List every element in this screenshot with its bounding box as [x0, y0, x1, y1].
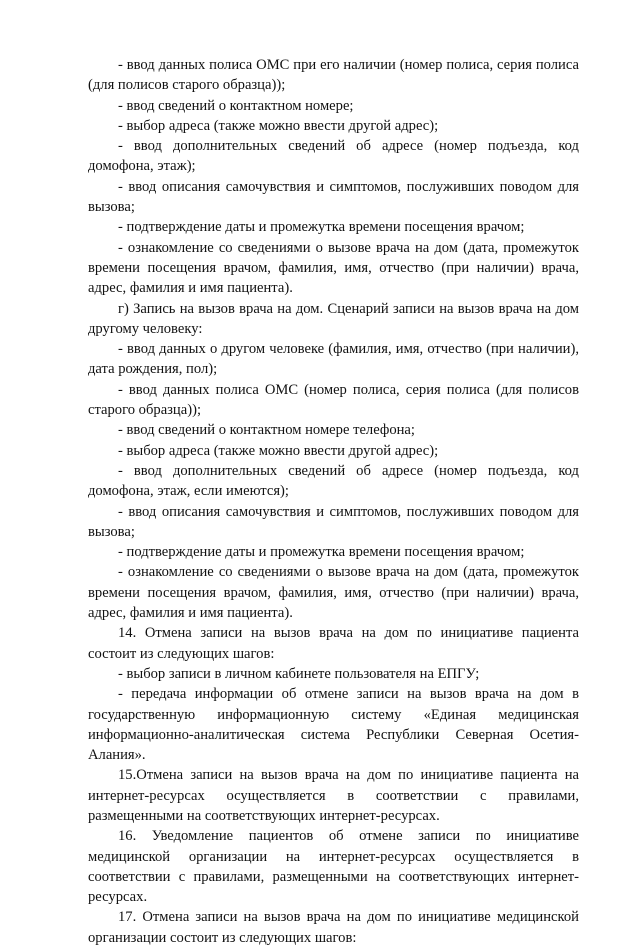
paragraph-address-details-other: - ввод дополнительных сведений об адресе (номер подъезда, код домофона, этаж, если имеются);: [88, 462, 579, 500]
paragraph-confirm-time: - подтверждение даты и промежутка времени посещения врачом;: [118, 219, 525, 236]
paragraph-symptoms: - ввод описания самочувствия и симптомов, послуживших поводом для вызова;: [88, 178, 579, 216]
paragraph-address-details: - ввод дополнительных сведений об адресе (номер подъезда, код домофона, этаж);: [88, 138, 579, 175]
paragraph-item-14: 14. Отмена записи на вызов врача на дом по инициативе пациента состоит из следующих шагов:: [88, 625, 579, 662]
paragraph-review-info: - ознакомление со сведениями о вызове врача на дом (дата, промежуток времени посещения врачом, фамилия, имя, отчество (при наличии) врача, адрес, фамилия и имя пациента).: [88, 239, 579, 297]
paragraph-other-person-data: - ввод данных о другом человеке (фамилия, имя, отчество (при наличии), дата рождения, пол);: [88, 341, 579, 378]
paragraph-item-16: 16. Уведомление пациентов об отмене записи по инициативе медицинской организации на интернет-ресурсах осуществляется в соответствии с правилами, размещенными на соответствующих интернет-ресурсах.: [88, 828, 579, 906]
paragraph-address-choice: - выбор адреса (также можно ввести другой адрес);: [118, 117, 439, 134]
document-body: [88, 55, 579, 948]
paragraph-oms-policy-other: - ввод данных полиса ОМС (номер полиса, серия полиса (для полисов старого образца));: [88, 381, 579, 419]
paragraph-item-17: 17. Отмена записи на вызов врача на дом по инициативе медицинской организации состоит из следующих шагов:: [88, 909, 579, 946]
paragraph-scenario-other-person: г) Запись на вызов врача на дом. Сценарий записи на вызов врача на дом другому человеку:: [88, 300, 579, 337]
paragraph-contact-phone: - ввод сведений о контактном номере телефона;: [118, 422, 415, 439]
paragraph-oms-policy: - ввод данных полиса ОМС при его наличии (номер полиса, серия полиса (для полисов старого образца));: [88, 57, 579, 94]
paragraph-review-info-other: - ознакомление со сведениями о вызове врача на дом (дата, промежуток времени посещения врачом, фамилия, имя, отчество (при наличии) врача, адрес, фамилия и имя пациента).: [88, 564, 579, 622]
paragraph-select-record: - выбор записи в личном кабинете пользователя на ЕПГУ;: [118, 665, 480, 682]
paragraph-confirm-time-other: - подтверждение даты и промежутка времени посещения врачом;: [118, 544, 525, 561]
paragraph-address-choice-other: - выбор адреса (также можно ввести другой адрес);: [118, 442, 439, 459]
paragraph-contact-number: - ввод сведений о контактном номере;: [118, 97, 354, 114]
paragraph-transfer-cancel-info: - передача информации об отмене записи на вызов врача на дом в государственную информационную систему «Единая медицинская информационно-аналитическая система Республики Северная Осетия-Алания».: [88, 686, 579, 764]
paragraph-symptoms-other: - ввод описания самочувствия и симптомов, послуживших поводом для вызова;: [88, 503, 579, 540]
paragraph-item-15: 15.Отмена записи на вызов врача на дом по инициативе пациента на интернет-ресурсах осуществляется в соответствии с правилами, размещенными на соответствующих интернет-ресурсах.: [88, 767, 579, 824]
